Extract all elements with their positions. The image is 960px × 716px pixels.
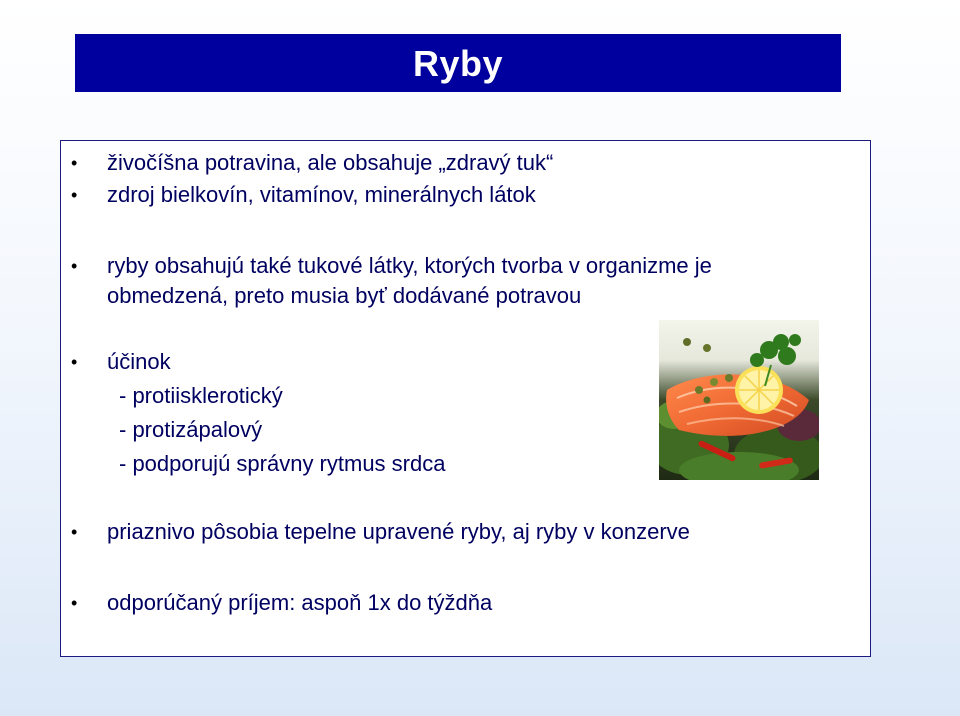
salmon-dish-illustration <box>659 320 819 480</box>
bullet-line: priaznivo pôsobia tepelne upravené ryby, aj ryby v konzerve <box>107 519 690 544</box>
sub-item: - podporujú správny rytmus srdca <box>119 451 446 476</box>
bullet-line-continued: obmedzená, preto musia byť dodávané potravou <box>107 283 582 308</box>
bullet-line: odporúčaný príjem: aspoň 1x do týždňa <box>107 590 493 615</box>
bullet-line: zdroj bielkovín, vitamínov, minerálnych látok <box>107 182 536 207</box>
bullet-line: živočíšna potravina, ale obsahuje „zdravý tuk“ <box>107 150 554 175</box>
sub-item: - protizápalový <box>119 417 263 442</box>
title-bar <box>75 34 841 92</box>
salmon-dish-image <box>659 320 819 480</box>
content-box <box>60 140 871 657</box>
bullet-marker: • <box>71 352 78 372</box>
bullet-marker: • <box>71 593 78 613</box>
slide-title: Ryby <box>412 43 504 84</box>
bullet-marker: • <box>71 256 78 276</box>
bullet-marker: • <box>71 185 78 205</box>
bullet-marker: • <box>71 522 78 542</box>
sub-item: - protiisklerotický <box>119 383 283 408</box>
bullet-line: účinok <box>107 349 171 374</box>
bullet-line: ryby obsahujú také tukové látky, ktorých tvorba v organizme je <box>107 253 712 278</box>
bullet-marker: • <box>71 153 78 173</box>
